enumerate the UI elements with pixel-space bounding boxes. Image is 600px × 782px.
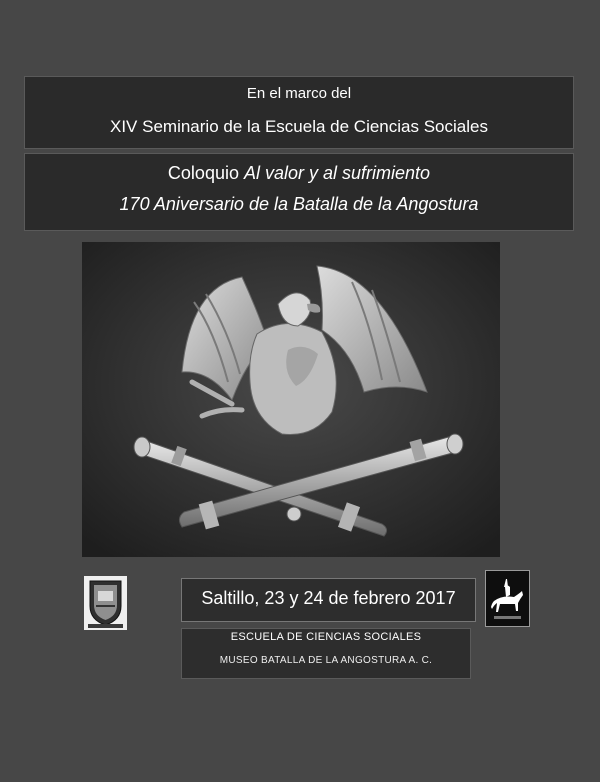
seminar-title: XIV Seminario de la Escuela de Ciencias Sociales: [110, 117, 488, 136]
date-place-text: Saltillo, 23 y 24 de febrero 2017: [201, 588, 456, 608]
date-panel: [181, 578, 476, 622]
coat-of-arms-logo: [84, 576, 127, 630]
lead-in-text: En el marco del: [246, 85, 352, 102]
colloquium-line: [25, 163, 573, 184]
anniversary-line: 170 Aniversario de la Batalla de la Angostura: [119, 194, 479, 214]
header-panel: [24, 76, 574, 149]
colloquium-title: Al valor y al sufrimiento: [243, 163, 431, 183]
institution-museum: MUSEO BATALLA DE LA ANGOSTURA A. C.: [219, 655, 433, 666]
eagle-cannons-photo: [82, 242, 500, 557]
horse-rider-logo: [485, 570, 530, 627]
colloquium-panel: [24, 153, 574, 231]
colloquium-prefix: Coloquio: [167, 163, 244, 183]
institution-school: ESCUELA DE CIENCIAS SOCIALES: [230, 631, 422, 643]
institutions-panel: [181, 628, 471, 679]
